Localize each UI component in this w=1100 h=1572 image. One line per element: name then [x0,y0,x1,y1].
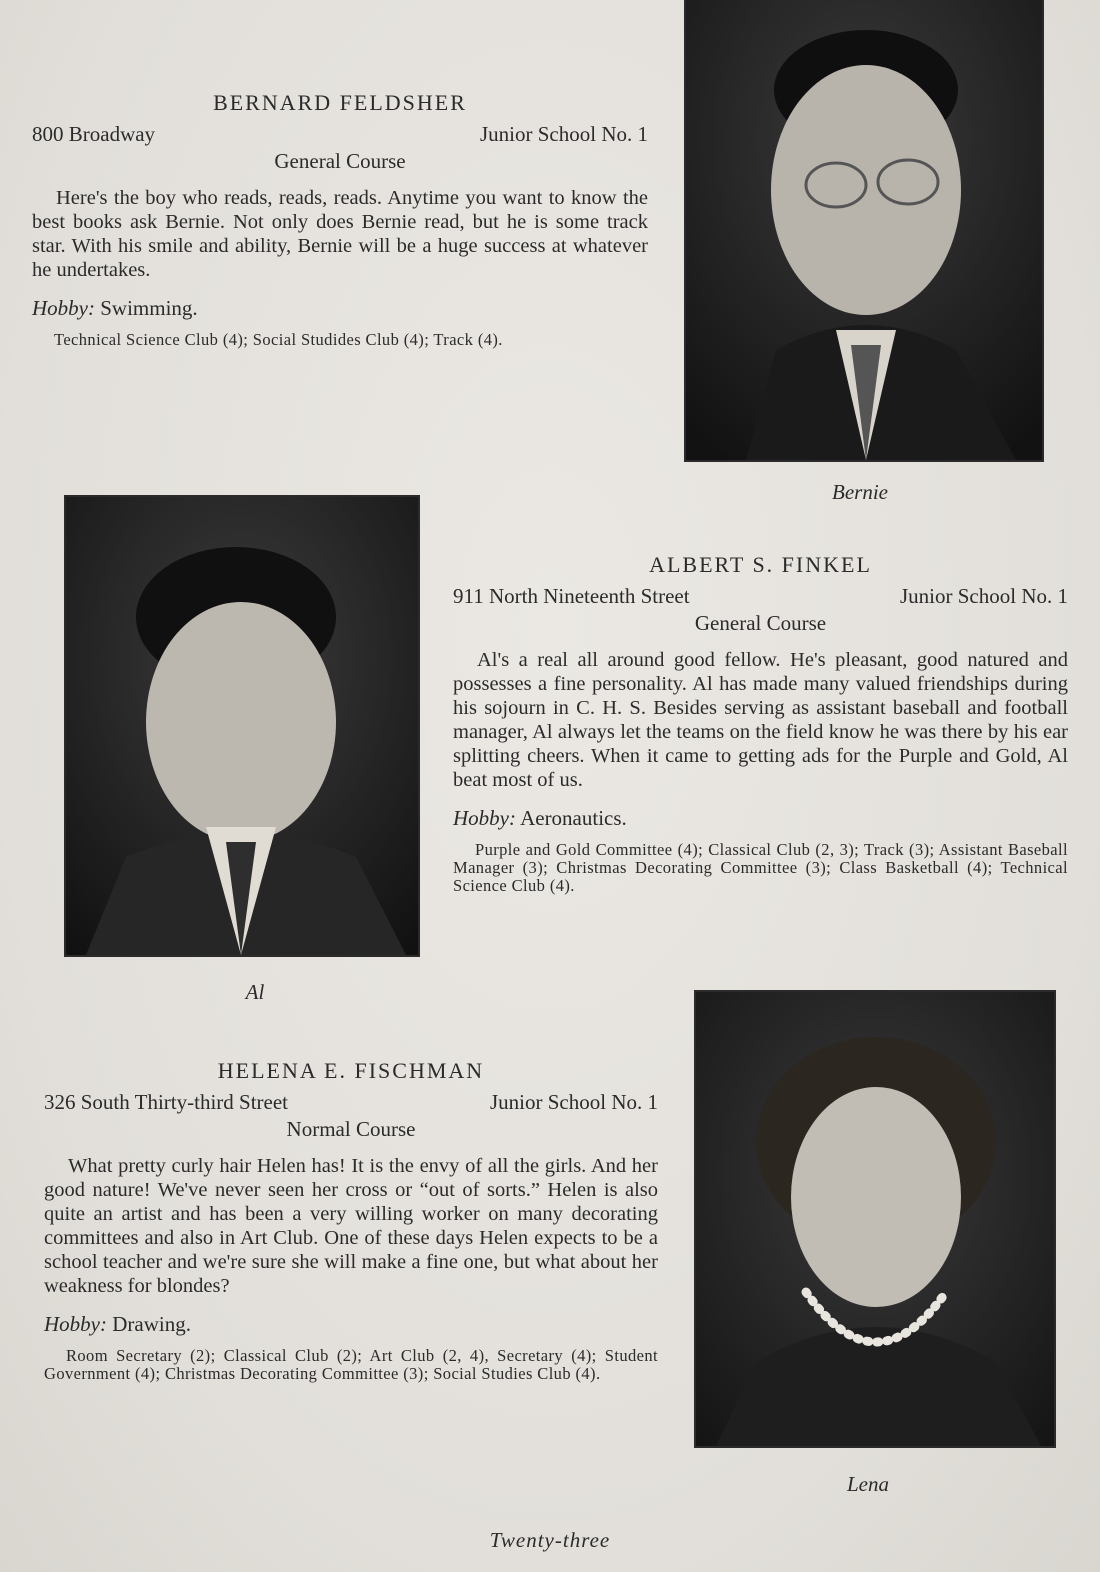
student-name: BERNARD FELDSHER [213,90,467,115]
nickname-caption: Lena [847,1472,889,1496]
student-entry-finkel [453,552,1068,895]
portrait-photo-lena [696,992,1054,1446]
junior-school: Junior School No. 1 [900,584,1068,608]
student-address: 326 South Thirty-third Street [44,1090,289,1114]
activities-list: Purple and Gold Committee (4); Classical Club (2, 3); Track (3); Assistant Baseball Manager (3); Christmas Decorating Committee (3); Class Basketball (4); Technical Science Club (4). [453,840,1068,895]
activities-list: Room Secretary (2); Classical Club (2); Art Club (2, 4), Secretary (4); Student Government (4); Christmas Decorating Committee (3); Social Studies Club (4). [44,1346,658,1383]
hobby-value: Swimming. [100,296,198,320]
hobby-line [453,806,1068,831]
student-name: ALBERT S. FINKEL [649,552,872,577]
nickname-caption: Al [245,980,265,1004]
student-description: Al's a real all around good fellow. He's pleasant, good natured and possesses a fine personality. Al has made many valued friendships during his sojourn in C. H. S. Besides serving as assistant baseball and football manager, Al always let the teams on the field know he was there by his ear splitting cheers. When it came to getting ads for the Purple and Gold, Al beat most of us. [453,649,1068,791]
junior-school: Junior School No. 1 [490,1090,658,1114]
page-number: Twenty-three [489,1528,611,1552]
hobby-label: Hobby: [32,296,95,320]
hobby-line [32,296,648,321]
activities-list: Technical Science Club (4); Social Studides Club (4); Track (4). [54,330,503,349]
student-description: What pretty curly hair Helen has! It is the envy of all the girls. And her good nature! We've never seen her cross or “out of sorts.” Helen is also quite an artist and has been a very willing worker on many decorating committees and also in Art Club. One of these days Helen expects to be a school teacher and we're sure she will make a fine one, but what about her weakness for blondes? [44,1155,658,1297]
course-name: General Course [694,611,827,635]
course-name: Normal Course [286,1117,416,1141]
hobby-value: Aeronautics. [520,806,627,830]
student-address: 911 North Nineteenth Street [453,584,690,608]
student-address: 800 Broadway [32,122,156,146]
portrait-photo-bernie [686,0,1042,460]
student-entry-feldsher [32,90,648,349]
hobby-label: Hobby: [453,806,516,830]
junior-school: Junior School No. 1 [480,122,648,146]
student-description: Here's the boy who reads, reads, reads. Anytime you want to know the best books ask Bernie. Not only does Bernie read, but he is some track star. With his smile and ability, Bernie will be a huge success at whatever he undertakes. [32,187,648,281]
nickname-caption: Bernie [832,480,888,504]
hobby-line [44,1312,658,1337]
portrait-icon [696,992,1054,1446]
address-row [453,584,1068,609]
portrait-icon [66,497,418,955]
course-name: General Course [274,149,406,173]
student-name: HELENA E. FISCHMAN [217,1058,485,1083]
portrait-photo-al [66,497,418,955]
hobby-label: Hobby: [44,1312,107,1336]
student-entry-fischman [44,1058,658,1383]
address-row [32,122,648,147]
portrait-icon [686,0,1042,460]
address-row [44,1090,658,1115]
hobby-value: Drawing. [112,1312,191,1336]
